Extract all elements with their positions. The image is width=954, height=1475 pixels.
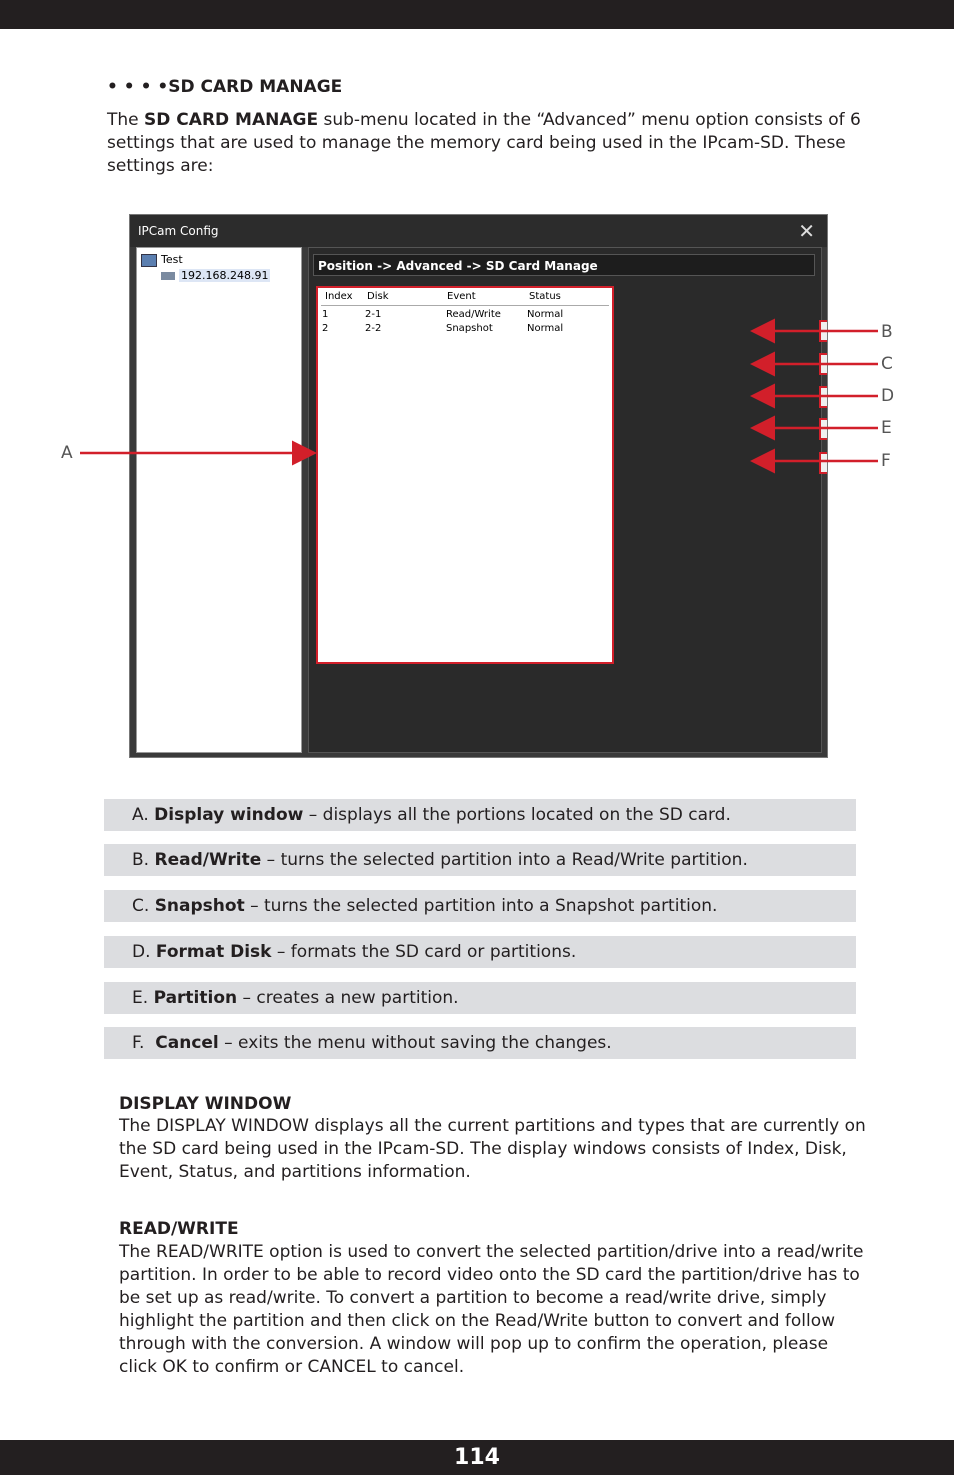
camera-icon — [161, 272, 175, 280]
page-number: 114 — [0, 1440, 954, 1475]
list-item — [104, 799, 856, 831]
item-term: Cancel — [155, 1033, 219, 1053]
window-title: IPCam Config — [138, 224, 219, 238]
item-desc: – displays all the portions located on the SD card. — [303, 805, 731, 825]
display-window-grid[interactable] — [316, 286, 614, 664]
item-letter: D. — [132, 942, 156, 962]
cell-disk: 2-1 — [365, 309, 382, 320]
tree-device-label: 192.168.248.91 — [181, 269, 269, 282]
item-desc: – turns the selected partition into a Snapshot partition. — [244, 896, 718, 916]
read-write-body: The READ/WRITE option is used to convert the selected partition/drive into a read/write partition. In order to be able to record video onto the SD card the partition/drive has to be set up as read/write. To convert a partition to become a read/write drive, simply highlight the partition and then click on the Read/Write button to convert and follow through with the conversion. A window will pop up to confirm the operation, please click OK to confirm or CANCEL to cancel. — [119, 1242, 864, 1377]
grid-header — [321, 291, 609, 306]
col-disk[interactable]: Disk — [367, 291, 389, 302]
tree-root-label: Test — [161, 253, 183, 266]
item-term: Format Disk — [155, 942, 272, 962]
callout-e: E — [881, 418, 892, 438]
cell-index: 2 — [322, 323, 329, 334]
callout-f: F — [881, 451, 891, 471]
item-desc: – formats the SD card or partitions. — [271, 942, 577, 962]
tree-device[interactable] — [161, 269, 270, 282]
item-desc: – exits the menu without saving the changes. — [218, 1033, 612, 1053]
table-row[interactable] — [321, 309, 609, 323]
close-icon[interactable]: ✕ — [798, 219, 815, 243]
computer-icon — [141, 254, 157, 267]
cell-index: 1 — [322, 309, 329, 320]
intro-pre: The — [107, 110, 145, 130]
item-desc: – creates a new partition. — [237, 988, 459, 1008]
item-letter: C. — [132, 896, 155, 916]
intro-post: sub-menu located in the “Advanced” menu option consists of 6 settings that are used to manage the memory card being used in the IPcam-SD. These settings are: — [107, 110, 861, 176]
tree-root[interactable] — [141, 253, 183, 267]
col-index[interactable]: Index — [325, 291, 353, 302]
display-window-body: The DISPLAY WINDOW displays all the current partitions and types that are currently on the SD card being used in the IPcam-SD. The display windows consists of Index, Disk, Event, Status, and partitions information. — [119, 1116, 866, 1182]
item-letter: F. — [132, 1033, 156, 1053]
display-window-title: DISPLAY WINDOW — [119, 1094, 292, 1114]
list-item — [104, 1027, 856, 1059]
list-item — [104, 890, 856, 922]
intro-paragraph — [107, 109, 917, 178]
item-letter: A. — [132, 805, 155, 825]
section-heading: • • • •SD CARD MANAGE — [107, 77, 343, 97]
item-letter: B. — [132, 850, 155, 870]
device-tree — [136, 247, 302, 753]
cancel-button[interactable] — [819, 452, 828, 474]
list-item — [104, 982, 856, 1014]
cell-event: Read/Write — [446, 309, 501, 320]
format-disk-button[interactable] — [819, 386, 828, 408]
item-term: Read/Write — [154, 850, 262, 870]
table-row[interactable] — [321, 323, 609, 337]
top-bar — [0, 0, 954, 29]
item-term: Snapshot — [154, 896, 245, 916]
col-status[interactable]: Status — [529, 291, 561, 302]
col-event[interactable]: Event — [447, 291, 476, 302]
callout-a: A — [61, 443, 73, 463]
callout-c: C — [881, 354, 893, 374]
list-item — [104, 936, 856, 968]
settings-panel — [308, 247, 822, 753]
window-titlebar — [130, 215, 827, 247]
callout-b: B — [881, 322, 893, 342]
item-term: Partition — [153, 988, 238, 1008]
partition-button[interactable] — [819, 418, 828, 440]
read-write-button[interactable] — [819, 320, 828, 342]
cell-status: Normal — [527, 309, 564, 320]
list-item — [104, 844, 856, 876]
ipcam-config-window — [129, 214, 828, 758]
breadcrumb: Position -> Advanced -> SD Card Manage — [313, 254, 815, 276]
callout-d: D — [881, 386, 895, 406]
item-desc: – turns the selected partition into a Read/Write partition. — [261, 850, 748, 870]
cell-disk: 2-2 — [365, 323, 382, 334]
intro-bold: SD CARD MANAGE — [144, 110, 319, 130]
item-term: Display window — [154, 805, 304, 825]
item-letter: E. — [132, 988, 154, 1008]
cell-status: Normal — [527, 323, 564, 334]
snapshot-button[interactable] — [819, 353, 828, 375]
read-write-title: READ/WRITE — [119, 1219, 239, 1239]
cell-event: Snapshot — [446, 323, 493, 334]
